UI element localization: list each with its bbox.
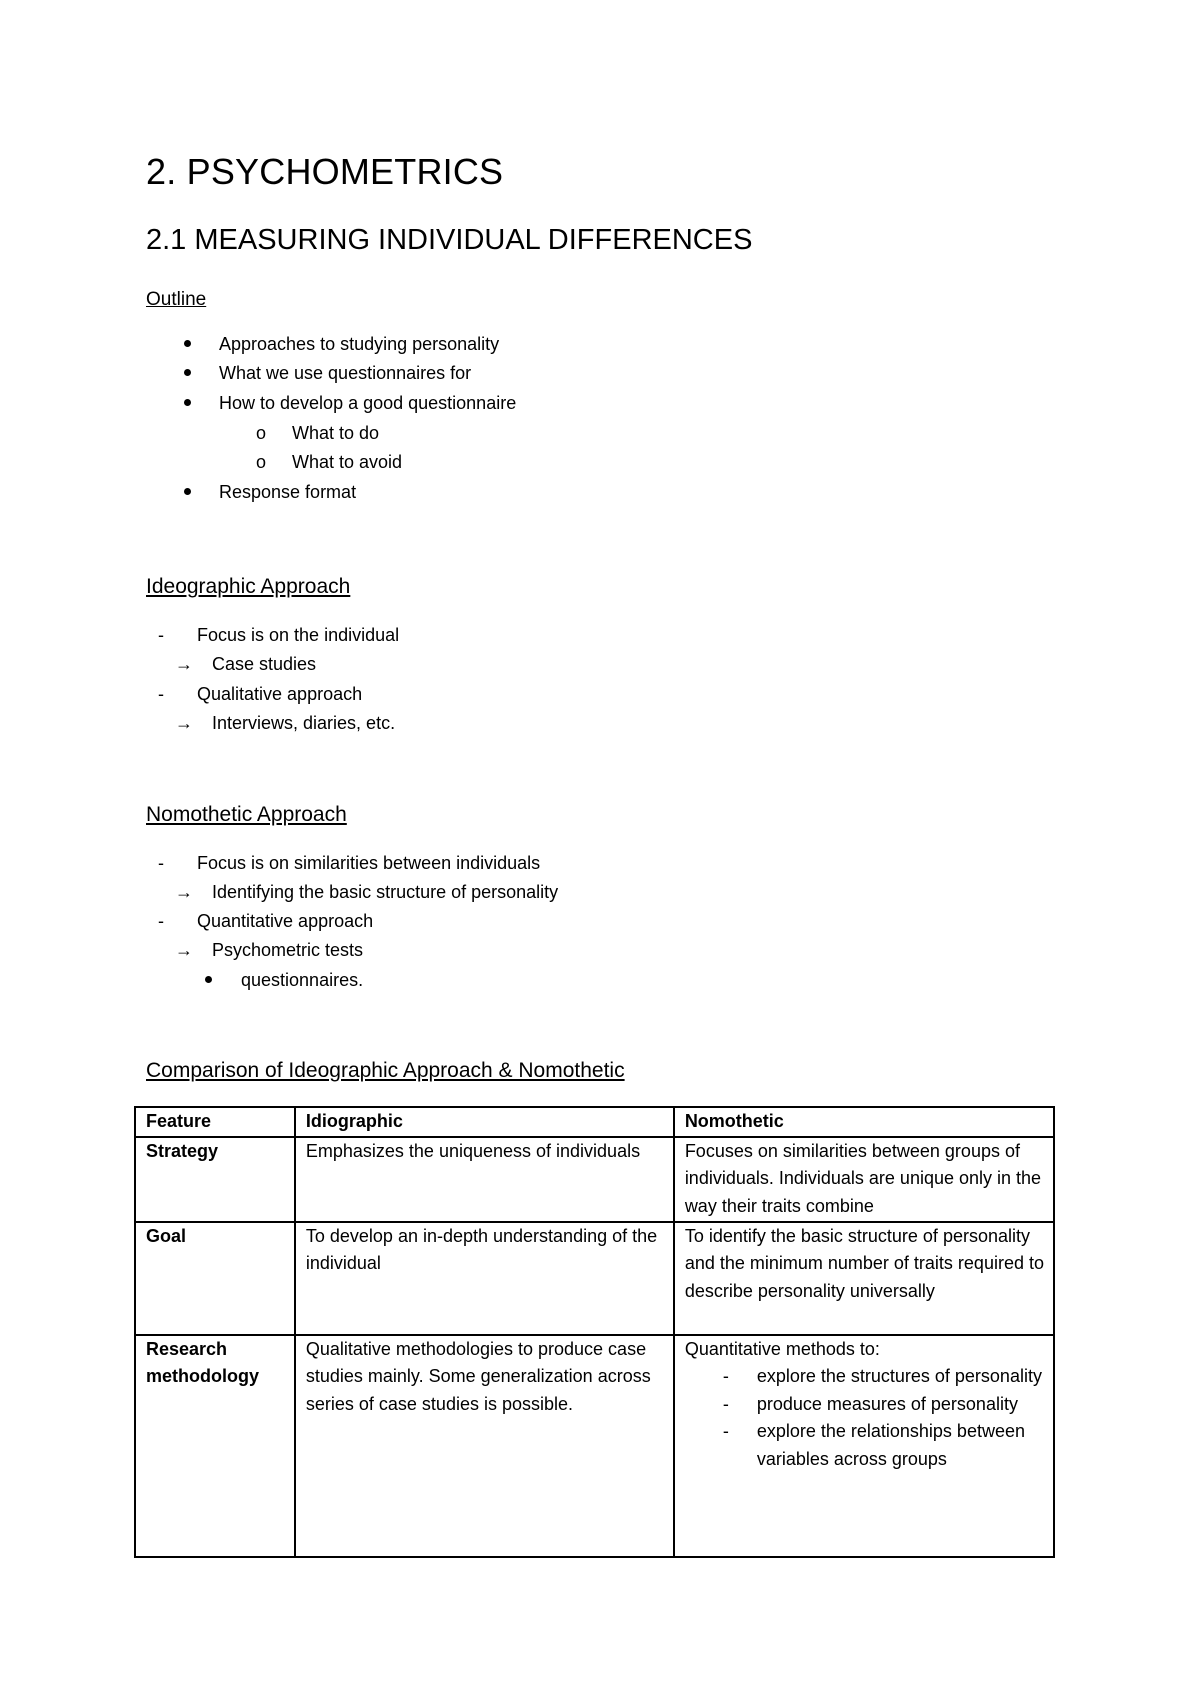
- header-cell: Idiographic: [295, 1107, 674, 1137]
- outline-label: Outline: [146, 289, 207, 310]
- dash-marker: -: [722, 1393, 729, 1414]
- ideographic-title: Ideographic Approach: [146, 575, 351, 598]
- idiographic-cell: To develop an in-depth understanding of the individual: [295, 1222, 674, 1335]
- section-heading: 2.1 MEASURING INDIVIDUAL DIFFERENCES: [146, 224, 753, 256]
- table-row: [135, 1222, 1054, 1335]
- nomothetic-cell: [674, 1335, 1054, 1557]
- list-item: [685, 1363, 1045, 1391]
- feature-cell: Strategy: [135, 1137, 295, 1222]
- nomothetic-methods-list: [685, 1363, 1045, 1473]
- dash-marker: -: [158, 625, 164, 645]
- dash-marker: -: [158, 911, 164, 931]
- page-title: 2. PSYCHOMETRICS: [146, 151, 504, 192]
- feature-cell: Goal: [135, 1222, 295, 1335]
- nomothetic-line: Identifying the basic structure of personality: [212, 882, 559, 902]
- list-item: [685, 1391, 1045, 1419]
- idiographic-cell: Emphasizes the uniqueness of individuals: [295, 1137, 674, 1222]
- ideographic-line: Interviews, diaries, etc.: [212, 713, 396, 733]
- header-cell: Feature: [135, 1107, 295, 1137]
- arrow-icon: →: [175, 713, 193, 733]
- nomothetic-line: Quantitative approach: [197, 911, 374, 931]
- table-row: [135, 1335, 1054, 1557]
- header-cell: Nomothetic: [674, 1107, 1054, 1137]
- arrow-icon: →: [175, 882, 193, 902]
- list-item-text: explore the relationships between variables across groups: [756, 1421, 1025, 1469]
- dash-marker: -: [722, 1366, 729, 1386]
- nomothetic-intro: Quantitative methods to:: [684, 1338, 880, 1359]
- feature-cell: [135, 1335, 295, 1557]
- dash-marker: -: [158, 684, 164, 704]
- arrow-icon: →: [175, 940, 193, 960]
- bullet-dot-icon: [184, 488, 191, 495]
- dash-marker: -: [158, 853, 164, 873]
- outline-item: How to develop a good questionnaire: [219, 393, 517, 413]
- outline-item: Approaches to studying personality: [219, 334, 500, 354]
- nomothetic-cell: Focuses on similarities between groups of individuals. Individuals are unique only in the way their traits combine: [674, 1137, 1054, 1222]
- table-header-row: [135, 1107, 1054, 1137]
- outline-item: Response format: [219, 482, 357, 502]
- idiographic-cell: Qualitative methodologies to produce case studies mainly. Some generalization across series of case studies is possible.: [295, 1335, 674, 1557]
- list-item: [685, 1418, 1045, 1473]
- comparison-table: [134, 1106, 1055, 1558]
- outline-subitem: What to do: [292, 423, 380, 443]
- sub-bullet-marker: o: [256, 452, 267, 472]
- table-row: [135, 1137, 1054, 1222]
- ideographic-line: Case studies: [212, 654, 317, 674]
- list-item-text: produce measures of personality: [756, 1393, 1018, 1414]
- ideographic-line: Qualitative approach: [197, 684, 363, 704]
- nomothetic-line: questionnaires.: [241, 970, 364, 990]
- nomothetic-line: Focus is on similarities between individuals: [197, 853, 541, 873]
- arrow-icon: →: [175, 654, 193, 674]
- bullet-dot-icon: [184, 340, 191, 347]
- nomothetic-line: Psychometric tests: [212, 940, 364, 960]
- comparison-title: Comparison of Ideographic Approach & Nomothetic: [146, 1059, 625, 1082]
- outline-subitem: What to avoid: [292, 452, 403, 472]
- nomothetic-title: Nomothetic Approach: [146, 803, 347, 826]
- bullet-dot-icon: [184, 369, 191, 376]
- outline-item: What we use questionnaires for: [219, 363, 472, 383]
- list-item-text: explore the structures of personality: [756, 1366, 1042, 1386]
- feature-text: Research methodology: [146, 1338, 259, 1386]
- dash-marker: -: [722, 1421, 729, 1441]
- sub-bullet-marker: o: [256, 423, 267, 443]
- bullet-dot-icon: [184, 399, 191, 406]
- ideographic-line: Focus is on the individual: [197, 625, 400, 645]
- bullet-dot-icon: [205, 976, 212, 983]
- nomothetic-cell: To identify the basic structure of personality and the minimum number of traits required to describe personality universally: [674, 1222, 1054, 1335]
